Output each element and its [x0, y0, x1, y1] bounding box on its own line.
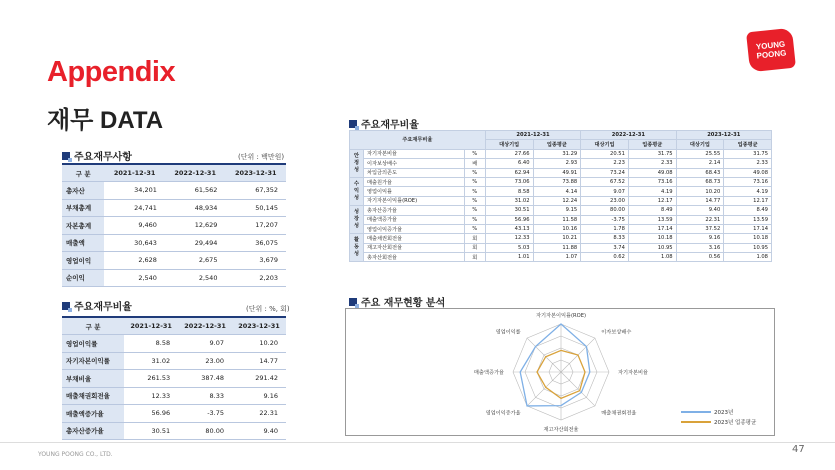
header-row: [350, 131, 772, 140]
column-header: 2022-12-31: [178, 317, 232, 335]
metric-name: 매출채권회전율: [364, 234, 465, 243]
table-cell: 31.75: [724, 149, 772, 158]
section-heading-financial-summary: 주요재무사항: [62, 148, 132, 163]
table-row: [350, 159, 772, 168]
financial-summary-table: [62, 163, 286, 287]
table-cell: 56.96: [124, 405, 178, 423]
table-cell: 73.24: [581, 168, 629, 177]
table-cell: 36,075: [225, 234, 286, 252]
column-header: 주요재무비율: [350, 131, 486, 150]
table-cell: 68.43: [676, 168, 724, 177]
table-cell: 2.14: [676, 159, 724, 168]
metric-name: 차입금의존도: [364, 168, 465, 177]
row-label: 영업이익률: [62, 335, 124, 353]
table-cell: 1.78: [581, 224, 629, 233]
table-row: [350, 215, 772, 224]
table-cell: 17.14: [724, 224, 772, 233]
table-cell: -3.75: [178, 405, 232, 423]
row-label: 자기자본이익률: [62, 352, 124, 370]
table-cell: 49.91: [533, 168, 581, 177]
subheader: 업종평균: [724, 140, 772, 149]
subheader: 대상기업: [676, 140, 724, 149]
year-header: 2022-12-31: [581, 131, 676, 140]
table-cell: 261.53: [124, 370, 178, 388]
table-cell: 22.31: [232, 405, 286, 423]
metric-name: 자기자본이익률(ROE): [364, 196, 465, 205]
table-cell: 11.88: [533, 243, 581, 252]
table-row: [62, 217, 286, 235]
unit-label: (단위 : %, 회): [246, 305, 290, 313]
group-label: 성 장 성: [350, 206, 364, 234]
column-header: 2021-12-31: [104, 164, 165, 182]
year-header: 2021-12-31: [485, 131, 580, 140]
header-row: [62, 164, 286, 182]
financial-ratio-table: [62, 316, 286, 440]
section-bullet-icon: [349, 120, 357, 128]
table-cell: 17.14: [628, 224, 676, 233]
metric-unit: %: [464, 215, 485, 224]
table-cell: 4.19: [628, 187, 676, 196]
table-cell: 10.18: [628, 234, 676, 243]
table-cell: 8.33: [178, 387, 232, 405]
subheader: 업종평균: [628, 140, 676, 149]
radar-axis-label: 자기자본이익률(ROE): [535, 313, 587, 319]
table-row: [350, 206, 772, 215]
table-cell: 11.58: [533, 215, 581, 224]
table-row: [350, 177, 772, 186]
metric-unit: 회: [464, 243, 485, 252]
metric-unit: %: [464, 149, 485, 158]
table-cell: 8.33: [581, 234, 629, 243]
row-label: 부채비율: [62, 370, 124, 388]
table-row: [350, 253, 772, 262]
table-cell: 9.40: [676, 206, 724, 215]
radar-axis-label: 자기자본비율: [618, 370, 649, 376]
metric-name: 재고자산회전율: [364, 243, 465, 252]
table-cell: 4.19: [724, 187, 772, 196]
table-row: [62, 405, 286, 423]
section-bullet-icon: [62, 152, 70, 160]
page-title: Appendix: [47, 56, 176, 88]
metric-name: 영업이익증가율: [364, 224, 465, 233]
table-cell: 2.33: [724, 159, 772, 168]
column-header: 구 분: [62, 164, 104, 182]
metric-name: 총자산증가율: [364, 206, 465, 215]
row-label: 자본총계: [62, 217, 104, 235]
table-row: [350, 224, 772, 233]
row-label: 매출채권회전율: [62, 387, 124, 405]
subheader: 대상기업: [581, 140, 629, 149]
table-cell: 13.59: [724, 215, 772, 224]
row-label: 부채총계: [62, 199, 104, 217]
table-row: [62, 335, 286, 353]
legend-swatch-industry: [681, 421, 711, 423]
table-row: [350, 234, 772, 243]
table-cell: 73.16: [724, 177, 772, 186]
section-bullet-icon: [349, 298, 357, 306]
year-header: 2023-12-31: [676, 131, 771, 140]
table-cell: 43.13: [485, 224, 533, 233]
table-cell: 12.24: [533, 196, 581, 205]
table-cell: 9.07: [178, 335, 232, 353]
table-cell: 4.14: [533, 187, 581, 196]
unit-label: (단위 : 백만원): [238, 153, 285, 161]
table-cell: 8.49: [628, 206, 676, 215]
metric-name: 총자산회전율: [364, 253, 465, 262]
table-row: [62, 199, 286, 217]
group-label: 안 정 성: [350, 149, 364, 177]
table-cell: 30.51: [485, 206, 533, 215]
row-label: 매출액: [62, 234, 104, 252]
table-cell: 80.00: [581, 206, 629, 215]
table-cell: 3,679: [225, 252, 286, 270]
table-cell: 0.62: [581, 253, 629, 262]
table-cell: 31.02: [124, 352, 178, 370]
table-cell: 0.56: [676, 253, 724, 262]
table-cell: 291.42: [232, 370, 286, 388]
radar-axis-label: 이자보상배수: [601, 329, 632, 336]
table-cell: 24,741: [104, 199, 165, 217]
table-cell: 10.20: [676, 187, 724, 196]
table-cell: 25.55: [676, 149, 724, 158]
table-cell: 56.96: [485, 215, 533, 224]
radar-axis-label: 영업이익률: [495, 329, 521, 336]
table-cell: 2.33: [628, 159, 676, 168]
table-cell: 34,201: [104, 182, 165, 200]
table-row: [62, 387, 286, 405]
metric-name: 이자보상배수: [364, 159, 465, 168]
table-cell: 387.48: [178, 370, 232, 388]
table-cell: 68.73: [676, 177, 724, 186]
radar-axis-label: 영업이익증가율: [485, 410, 521, 417]
table-cell: 12.33: [485, 234, 533, 243]
section-heading-analysis: 주요 재무현황 분석: [349, 294, 445, 309]
table-cell: 13.59: [628, 215, 676, 224]
table-cell: 73.16: [628, 177, 676, 186]
table-cell: 67,352: [225, 182, 286, 200]
metric-name: 매출액증가율: [364, 215, 465, 224]
table-row: [350, 149, 772, 158]
legend-swatch-company: [681, 411, 711, 413]
table-cell: 10.20: [232, 335, 286, 353]
metric-unit: 배: [464, 159, 485, 168]
table-cell: 14.77: [232, 352, 286, 370]
metric-name: 자기자본비율: [364, 149, 465, 158]
table-cell: 31.29: [533, 149, 581, 158]
metric-unit: %: [464, 224, 485, 233]
table-cell: -3.75: [581, 215, 629, 224]
table-cell: 1.08: [628, 253, 676, 262]
table-cell: 49.08: [724, 168, 772, 177]
table-cell: 10.18: [724, 234, 772, 243]
row-label: 총자산: [62, 182, 104, 200]
table-cell: 10.16: [533, 224, 581, 233]
table-cell: 37.52: [676, 224, 724, 233]
section-heading-financial-ratios: 주요재무비율: [62, 298, 132, 313]
radar-axis-label: 매출액증가율: [473, 370, 504, 376]
table-row: [350, 196, 772, 205]
metric-unit: %: [464, 206, 485, 215]
table-row: [62, 370, 286, 388]
table-cell: 27.66: [485, 149, 533, 158]
metric-unit: 회: [464, 253, 485, 262]
table-row: [62, 182, 286, 200]
table-cell: 9.16: [676, 234, 724, 243]
table-cell: 8.49: [724, 206, 772, 215]
table-row: [62, 252, 286, 270]
table-cell: 49.08: [628, 168, 676, 177]
legend-label-company: 2023년: [714, 410, 734, 416]
radar-legend: [681, 408, 756, 428]
table-cell: 2.23: [581, 159, 629, 168]
table-cell: 9.15: [533, 206, 581, 215]
footer-divider: [0, 442, 835, 443]
table-cell: 30.51: [124, 422, 178, 440]
row-label: 영업이익: [62, 252, 104, 270]
column-header: 2021-12-31: [124, 317, 178, 335]
group-label: 활 동 성: [350, 234, 364, 262]
metric-unit: %: [464, 187, 485, 196]
table-cell: 61,562: [165, 182, 226, 200]
table-cell: 2,540: [104, 269, 165, 287]
table-cell: 1.01: [485, 253, 533, 262]
column-header: 2023-12-31: [225, 164, 286, 182]
table-cell: 10.21: [533, 234, 581, 243]
column-header: 2023-12-31: [232, 317, 286, 335]
table-cell: 9.16: [232, 387, 286, 405]
metric-unit: 회: [464, 234, 485, 243]
table-cell: 12.17: [724, 196, 772, 205]
table-cell: 12.33: [124, 387, 178, 405]
table-cell: 2,203: [225, 269, 286, 287]
metric-name: 매출원가율: [364, 177, 465, 186]
table-row: [62, 422, 286, 440]
table-cell: 9,460: [104, 217, 165, 235]
column-header: 구 분: [62, 317, 124, 335]
table-cell: 12.17: [628, 196, 676, 205]
column-header: 2022-12-31: [165, 164, 226, 182]
table-cell: 2,628: [104, 252, 165, 270]
row-label: 매출액증가율: [62, 405, 124, 423]
ratio-detail-table: [349, 130, 772, 262]
metric-unit: %: [464, 177, 485, 186]
table-cell: 17,207: [225, 217, 286, 235]
table-cell: 8.58: [124, 335, 178, 353]
table-cell: 14.77: [676, 196, 724, 205]
group-label: 수 익 성: [350, 177, 364, 205]
table-cell: 20.51: [581, 149, 629, 158]
table-cell: 10.95: [724, 243, 772, 252]
section-heading-ratio-detail: 주요재무비율: [349, 116, 419, 131]
radar-axis-label: 매출채권회전율: [601, 410, 637, 417]
table-cell: 73.06: [485, 177, 533, 186]
table-row: [62, 352, 286, 370]
table-cell: 80.00: [178, 422, 232, 440]
table-cell: 2.93: [533, 159, 581, 168]
page-number: 47: [792, 444, 805, 455]
subheader: 대상기업: [485, 140, 533, 149]
row-label: 총자산증가율: [62, 422, 124, 440]
table-row: [350, 243, 772, 252]
radar-axis-label: 재고자산회전율: [543, 427, 579, 433]
table-cell: 23.00: [581, 196, 629, 205]
table-cell: 67.52: [581, 177, 629, 186]
table-cell: 48,934: [165, 199, 226, 217]
table-cell: 31.75: [628, 149, 676, 158]
table-cell: 1.08: [724, 253, 772, 262]
table-cell: 23.00: [178, 352, 232, 370]
table-cell: 9.40: [232, 422, 286, 440]
metric-name: 영업이익률: [364, 187, 465, 196]
row-label: 순이익: [62, 269, 104, 287]
footer-company: YOUNG POONG CO., LTD.: [38, 451, 113, 458]
table-row: [62, 234, 286, 252]
page-subtitle: 재무 DATA: [47, 107, 164, 134]
table-cell: 3.74: [581, 243, 629, 252]
table-cell: 1.07: [533, 253, 581, 262]
table-cell: 30,643: [104, 234, 165, 252]
section-bullet-icon: [62, 302, 70, 310]
table-cell: 22.31: [676, 215, 724, 224]
table-cell: 3.16: [676, 243, 724, 252]
table-cell: 29,494: [165, 234, 226, 252]
table-cell: 10.95: [628, 243, 676, 252]
table-cell: 2,540: [165, 269, 226, 287]
legend-label-industry: 2023년 업종평균: [714, 420, 757, 426]
brand-logo: YOUNG POONG: [746, 28, 796, 73]
table-row: [350, 187, 772, 196]
table-row: [62, 269, 286, 287]
table-cell: 5.03: [485, 243, 533, 252]
header-row: [62, 317, 286, 335]
metric-unit: %: [464, 168, 485, 177]
table-cell: 73.88: [533, 177, 581, 186]
metric-unit: %: [464, 196, 485, 205]
table-cell: 31.02: [485, 196, 533, 205]
table-cell: 9.07: [581, 187, 629, 196]
table-cell: 8.58: [485, 187, 533, 196]
table-cell: 12,629: [165, 217, 226, 235]
table-cell: 2,675: [165, 252, 226, 270]
subheader: 업종평균: [533, 140, 581, 149]
table-cell: 50,145: [225, 199, 286, 217]
table-row: [350, 168, 772, 177]
table-cell: 6.40: [485, 159, 533, 168]
table-cell: 62.94: [485, 168, 533, 177]
